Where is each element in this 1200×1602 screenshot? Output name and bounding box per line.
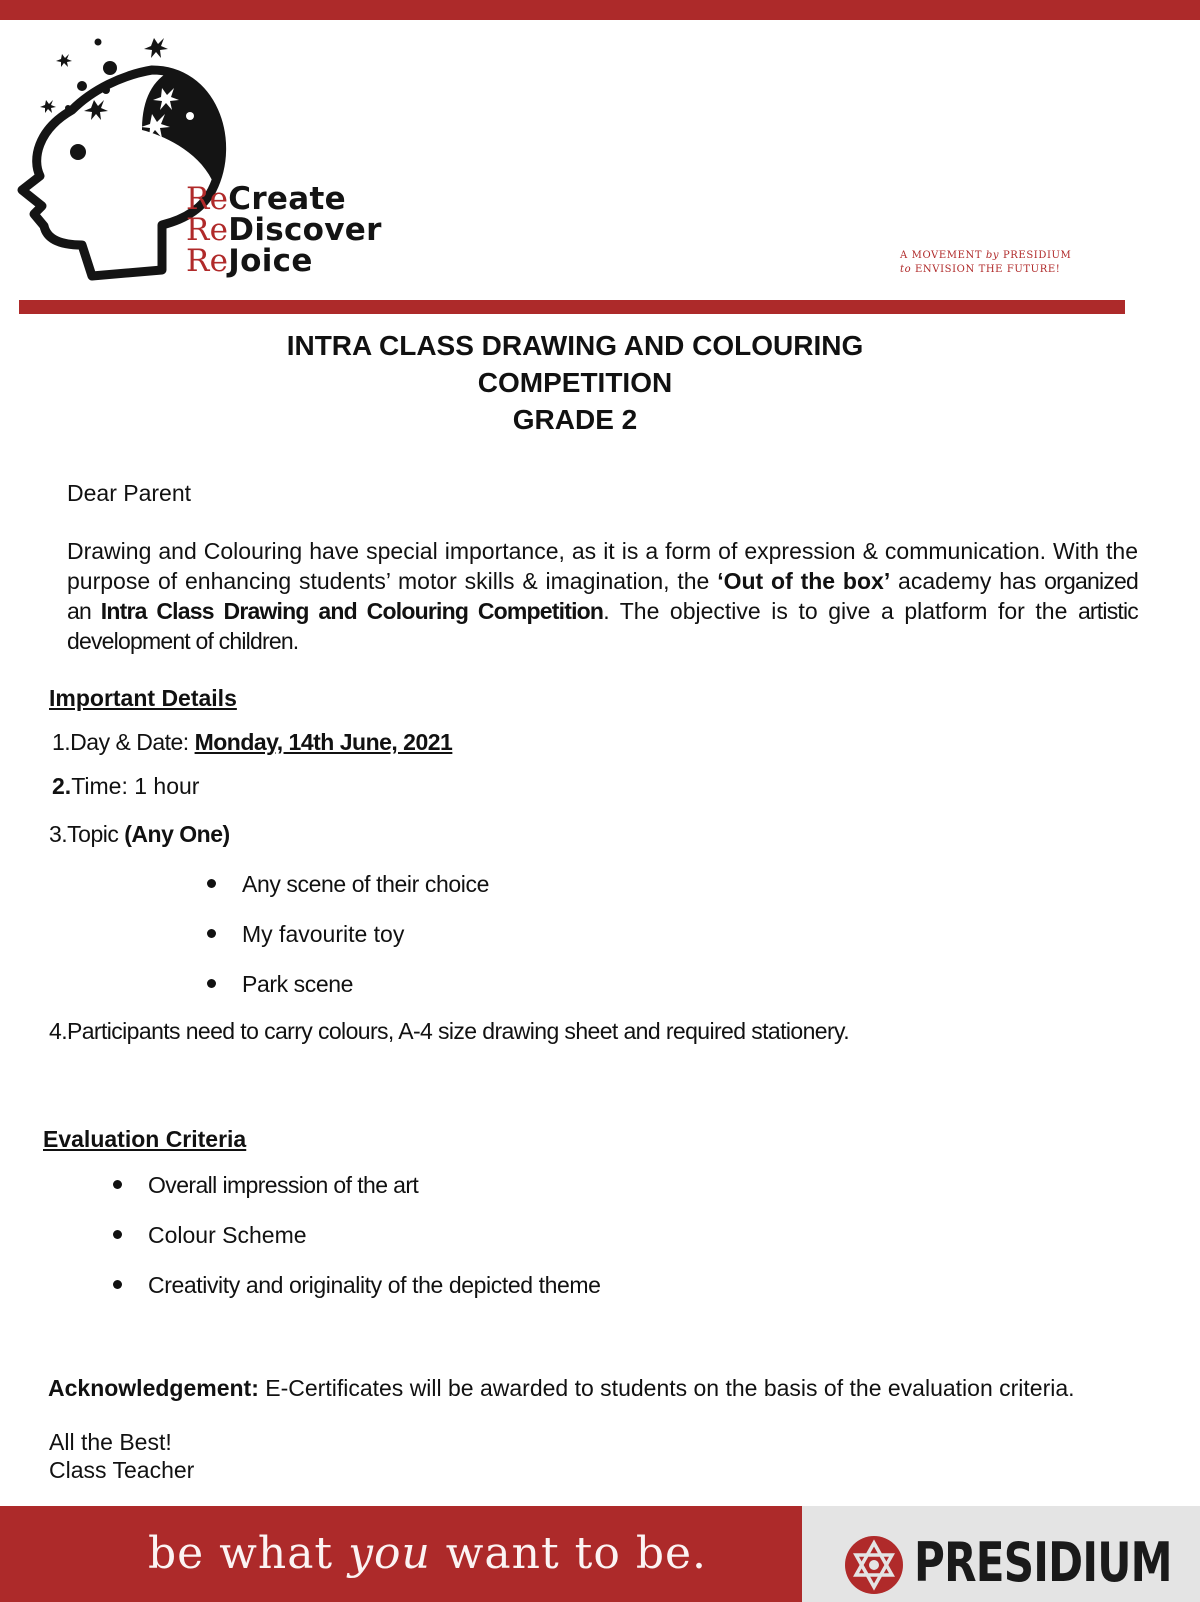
brand-line-rejoice: ReJoice <box>186 243 313 279</box>
brand-slogan-stack <box>186 181 382 279</box>
closing: All the Best! Class Teacher <box>49 1429 195 1483</box>
bullet-icon <box>113 1280 122 1289</box>
topic-list-item: My favourite toy <box>207 919 404 949</box>
detail-time: 2.Time: 1 hour <box>52 773 200 799</box>
detail-participants: 4.Participants need to carry colours, A-4 size drawing sheet and required stationery. <box>49 1018 850 1044</box>
detail-day-date: 1.Day & Date: Monday, 14th June, 2021 <box>52 729 453 755</box>
salutation: Dear Parent <box>67 480 192 506</box>
topic-list-item: Park scene <box>207 969 353 999</box>
topic-list-item: Any scene of their choice <box>207 869 489 899</box>
bullet-icon <box>113 1180 122 1189</box>
footer-slogan: be what you want to be. <box>148 1528 708 1579</box>
top-red-bar <box>0 0 1200 20</box>
bullet-icon <box>207 879 216 888</box>
bullet-icon <box>207 979 216 988</box>
criteria-list-item: Colour Scheme <box>113 1220 307 1250</box>
bullet-icon <box>207 929 216 938</box>
criteria-list-item: Overall impression of the art <box>113 1170 418 1200</box>
header-divider <box>19 300 1125 314</box>
brand-line-recreate: ReCreate <box>186 181 346 217</box>
criteria-list-item: Creativity and originality of the depicted theme <box>113 1270 601 1300</box>
presidium-star-logo-icon <box>843 1534 905 1596</box>
page-title: INTRA CLASS DRAWING AND COLOURING COMPETITION GRADE 2 <box>286 330 864 435</box>
detail-topic: 3.Topic (Any One) <box>49 821 230 847</box>
footer-banner <box>0 1506 1200 1602</box>
acknowledgement: Acknowledgement: E-Certificates will be awarded to students on the basis of the evaluation criteria. <box>48 1375 1075 1401</box>
presidium-tagline: A MOVEMENT by PRESIDIUM to ENVISION THE FUTURE! <box>900 250 1072 275</box>
important-details-heading: Important Details <box>49 685 237 711</box>
evaluation-criteria-heading: Evaluation Criteria <box>43 1126 247 1152</box>
brand-line-rediscover: ReDiscover <box>186 212 382 248</box>
presidium-wordmark: PRESIDIUM <box>914 1531 1172 1594</box>
bullet-icon <box>113 1230 122 1239</box>
intro-paragraph: Drawing and Colouring have special importance, as it is a form of expression & communication. With the purpose of enhancing students’ motor skills & imagination, the ‘Out of the box’ academy has organized an Intra Class Drawing and Colouring Competition. The objective is to give a platform for the artistic development of children. <box>67 538 1138 654</box>
